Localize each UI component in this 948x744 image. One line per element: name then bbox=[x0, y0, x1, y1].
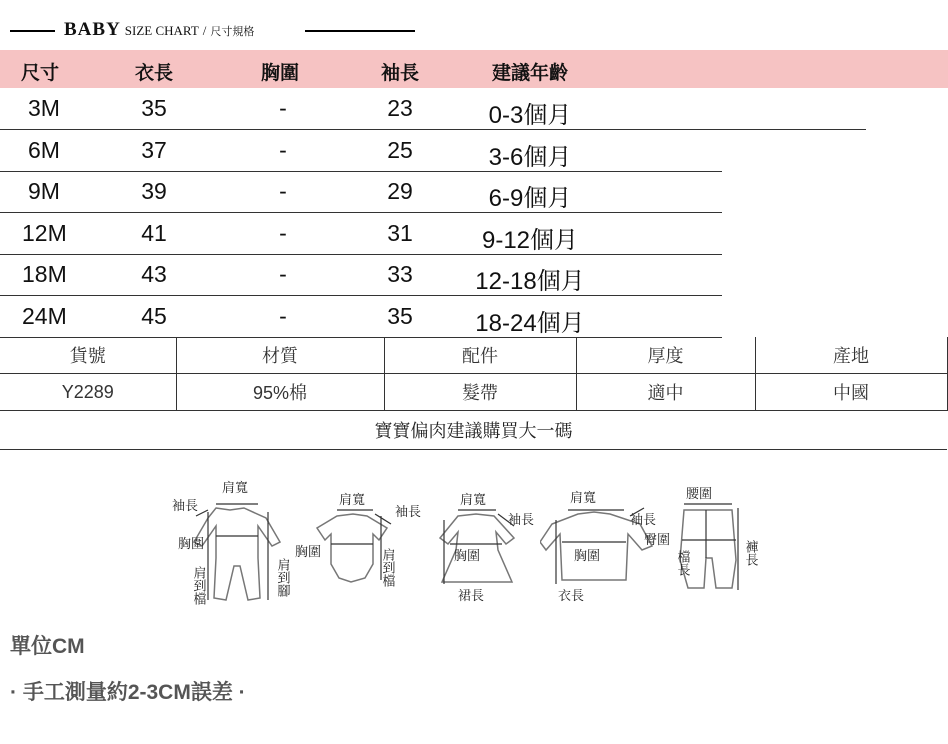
romper-label-shoulder-to-crotch: 肩到檔 bbox=[190, 566, 206, 605]
header-age: 建議年齡 bbox=[491, 63, 569, 84]
dress-label-skirt-length: 裙長 bbox=[458, 589, 485, 604]
pants-label-rise: 檔長 bbox=[674, 550, 690, 576]
cell-length: 43 bbox=[141, 261, 167, 287]
cell-size: 12M bbox=[22, 220, 67, 246]
dress-diagram bbox=[432, 480, 552, 612]
pants-diagram bbox=[640, 480, 770, 612]
title-slash: / bbox=[202, 23, 207, 38]
top-label-sleeve: 袖長 bbox=[630, 513, 657, 528]
cell-size: 3M bbox=[28, 95, 60, 121]
header-chest: 胸圍 bbox=[260, 63, 300, 84]
cell-sleeve: 23 bbox=[387, 95, 413, 121]
info-note-row bbox=[0, 411, 947, 450]
bodysuit-label-shoulder-to-crotch: 肩到檔 bbox=[379, 548, 395, 587]
info-header-item-no: 貨號 bbox=[0, 337, 176, 374]
romper-label-chest: 胸圍 bbox=[178, 537, 205, 552]
cell-size: 9M bbox=[28, 178, 60, 204]
info-value-row bbox=[0, 374, 947, 411]
top-label-length: 衣長 bbox=[558, 589, 585, 604]
cell-age: 0-3個月 bbox=[488, 102, 572, 129]
table-row bbox=[0, 254, 722, 296]
cell-length: 45 bbox=[141, 303, 167, 329]
bodysuit-label-shoulder: 肩寬 bbox=[339, 493, 366, 508]
cell-sleeve: 35 bbox=[387, 303, 413, 329]
info-header-row bbox=[0, 337, 947, 374]
romper-label-sleeve: 袖長 bbox=[172, 499, 199, 514]
cell-sleeve: 31 bbox=[387, 220, 413, 246]
romper-label-shoulder: 肩寬 bbox=[222, 481, 249, 496]
bodysuit-outline bbox=[317, 514, 387, 582]
pants-outline bbox=[680, 510, 736, 588]
header-sleeve: 袖長 bbox=[380, 63, 420, 84]
cell-chest: - bbox=[279, 261, 287, 287]
top-label-chest: 胸圍 bbox=[574, 549, 601, 564]
dress-label-shoulder: 肩寬 bbox=[460, 493, 487, 508]
table-row bbox=[0, 171, 722, 213]
cell-age: 9-12個月 bbox=[481, 227, 579, 254]
cell-size: 18M bbox=[22, 261, 67, 287]
cell-chest: - bbox=[279, 178, 287, 204]
unit-label: 單位CM bbox=[10, 635, 85, 658]
romper-diagram bbox=[168, 480, 298, 612]
size-chart-title bbox=[10, 18, 420, 42]
bodysuit-diagram bbox=[295, 480, 435, 612]
info-header-thickness: 厚度 bbox=[576, 337, 755, 374]
info-header-origin: 產地 bbox=[755, 337, 947, 374]
title-chinese: 尺寸規格 bbox=[210, 26, 255, 38]
table-row bbox=[0, 213, 722, 255]
top-label-shoulder: 肩寬 bbox=[570, 491, 597, 506]
cell-chest: - bbox=[279, 137, 287, 163]
product-info-table bbox=[0, 337, 948, 450]
size-table-header bbox=[0, 50, 948, 88]
cell-age: 3-6個月 bbox=[488, 144, 572, 171]
info-material: 95%棉 bbox=[176, 374, 384, 411]
bodysuit-label-chest: 胸圍 bbox=[295, 545, 322, 560]
cell-length: 41 bbox=[141, 220, 167, 246]
info-header-accessory: 配件 bbox=[384, 337, 576, 374]
info-item-no: Y2289 bbox=[0, 374, 176, 411]
cell-age: 6-9個月 bbox=[488, 185, 572, 212]
cell-chest: - bbox=[279, 303, 287, 329]
cell-size: 6M bbox=[28, 137, 60, 163]
cell-chest: - bbox=[279, 95, 287, 121]
size-advice-note: 寶寶偏肉建議購買大一碼 bbox=[0, 411, 947, 450]
dress-label-sleeve: 袖長 bbox=[508, 513, 535, 528]
table-row bbox=[0, 88, 866, 130]
title-right-rule bbox=[305, 30, 415, 32]
pants-label-hip: 臀圍 bbox=[644, 533, 671, 548]
cell-age: 12-18個月 bbox=[475, 268, 585, 295]
bodysuit-label-sleeve: 袖長 bbox=[395, 505, 422, 520]
table-row bbox=[0, 296, 722, 338]
measurement-tolerance-note: · 手工測量約2-3CM誤差 · bbox=[10, 681, 246, 704]
pants-label-pant-length: 褲長 bbox=[742, 540, 758, 566]
cell-size: 24M bbox=[22, 303, 67, 329]
cell-chest: - bbox=[279, 220, 287, 246]
title-brand: BABY bbox=[64, 19, 121, 40]
cell-sleeve: 33 bbox=[387, 261, 413, 287]
dress-outline bbox=[440, 514, 514, 582]
cell-sleeve: 25 bbox=[387, 137, 413, 163]
cell-length: 37 bbox=[141, 137, 167, 163]
header-size: 尺寸 bbox=[20, 63, 60, 84]
info-origin: 中國 bbox=[755, 374, 947, 411]
info-header-material: 材質 bbox=[176, 337, 384, 374]
romper-outline bbox=[194, 508, 280, 600]
info-thickness: 適中 bbox=[576, 374, 755, 411]
cell-age: 18-24個月 bbox=[475, 310, 585, 337]
title-text bbox=[64, 19, 254, 41]
table-row bbox=[0, 130, 722, 172]
romper-label-shoulder-to-foot: 肩到腳 bbox=[274, 558, 290, 597]
cell-sleeve: 29 bbox=[387, 178, 413, 204]
title-left-rule bbox=[10, 30, 55, 32]
dress-label-chest: 胸圍 bbox=[454, 549, 481, 564]
pants-label-waist: 腰圍 bbox=[686, 487, 713, 502]
cell-length: 39 bbox=[141, 178, 167, 204]
info-accessory: 髮帶 bbox=[384, 374, 576, 411]
header-length: 衣長 bbox=[134, 63, 174, 84]
cell-length: 35 bbox=[141, 95, 167, 121]
title-subtitle: SIZE CHART bbox=[124, 23, 199, 38]
